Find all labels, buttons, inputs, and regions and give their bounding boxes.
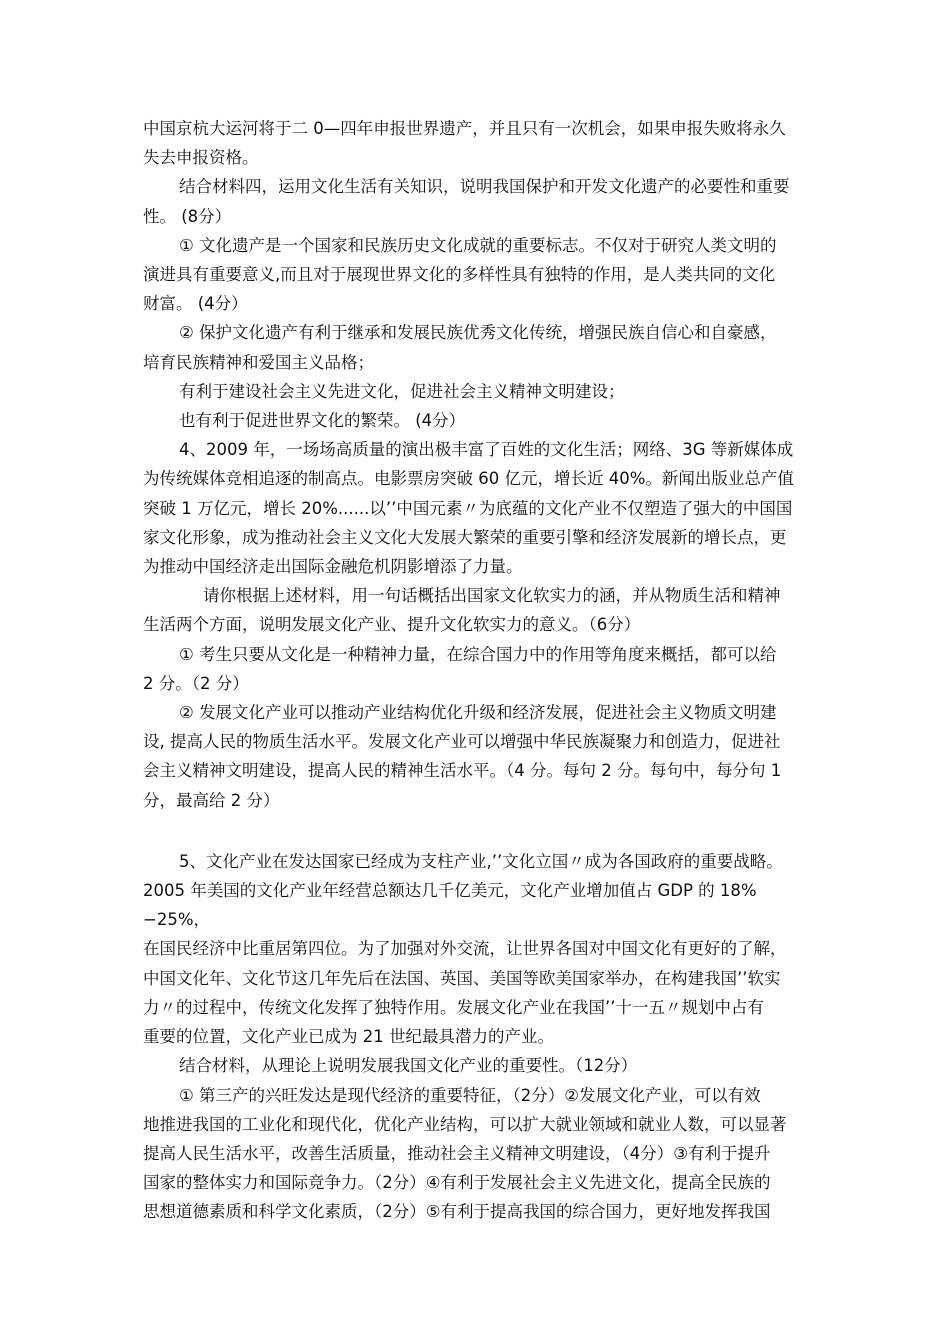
- text-line: 突破 1 万亿元，增长 20%......以’’中国元素〃为底蕴的文化产业不仅塑造了强大的中国国: [143, 498, 793, 518]
- text-line: 中国京杭大运河将于二 0—四年申报世界遗产，并且只有一次机会，如果申报失败将永久: [143, 119, 786, 138]
- text-line: 2 分。（2 分）: [143, 673, 249, 693]
- answer-heritage-3: [143, 377, 823, 406]
- text-line: 结合材料四，运用文化生活有关知识，说明我国保护和开发文化遗产的必要性和重要: [179, 177, 790, 197]
- text-line: 会主义精神文明建设，提高人民的精神生活水平。（4 分。每句 2 分。每句中，每分句 1: [143, 761, 782, 781]
- text-line: 失去申报资格。: [143, 148, 259, 168]
- text-line: 5、文化产业在发达国家已经成为支柱产业,’’文化立国〃成为各国政府的重要战略。: [179, 851, 783, 871]
- text-line: 分，最高给 2 分）: [143, 790, 280, 810]
- text-line: 演进具有重要意义,而且对于展现世界文化的多样性具有独特的作用，是人类共同的文化: [143, 265, 776, 285]
- text-line: ① 文化遗产是一个国家和民族历史文化成就的重要标志。不仅对于研究人类文明的: [179, 235, 777, 255]
- text-line: 也有利于促进世界文化的繁荣。 (4分）: [179, 411, 466, 431]
- text-line: 财富。 (4分）: [143, 294, 248, 314]
- text-line: 中国文化年、文化节这几年先后在法国、英国、美国等欧美国家举办，在构建我国’’软实: [143, 968, 781, 988]
- text-line: 培育民族精神和爱国主义品格；: [143, 352, 374, 372]
- question-soft-power: [143, 581, 823, 639]
- blank-line: [143, 815, 823, 847]
- answer-soft-power-2: [143, 698, 823, 815]
- text-line: 结合材料，从理论上说明发展我国文化产业的重要性。（12分）: [179, 1056, 638, 1076]
- text-line: ① 考生只要从文化是一种精神力量，在综合国力中的作用等角度来概括，都可以给: [179, 644, 777, 664]
- text-line: 在国民经济中比重居第四位。为了加强对外交流，让世界各国对中国文化有更好的了解，: [143, 939, 787, 959]
- text-line: ② 保护文化遗产有利于继承和发展民族优秀文化传统，增强民族自信心和自豪感，: [179, 323, 777, 343]
- text-line: 有利于建设社会主义先进文化，促进社会主义精神文明建设；: [179, 381, 625, 401]
- text-line: 提高人民生活水平，改善生活质量，推动社会主义精神文明建设，（4分）③有利于提升: [143, 1143, 771, 1163]
- text-line: 设, 提高人民的物质生活水平。发展文化产业可以增强中华民族凝聚力和创造力，促进社: [143, 732, 781, 752]
- text-line: 生活两个方面，说明发展文化产业、提升文化软实力的意义。（6分）: [143, 615, 641, 635]
- answer-soft-power-1: [143, 640, 823, 698]
- answer-heritage-2: [143, 318, 823, 376]
- text-line: 性。 (8分）: [143, 206, 232, 226]
- text-line: 力〃的过程中，传统文化发挥了独特作用。发展文化产业在我国’’十一五〃规划中占有: [143, 997, 764, 1017]
- text-line: 地推进我国的工业化和现代化，优化产业结构，可以扩大就业领域和就业人数，可以显著: [143, 1114, 787, 1134]
- text-line: 国家的整体实力和国际竞争力。（2分）④有利于发展社会主义先进文化，提高全民族的: [143, 1173, 771, 1193]
- text-line: ① 第三产的兴旺发达是现代经济的重要特征，（2分）②发展文化产业，可以有效: [179, 1085, 761, 1105]
- material-4: [143, 435, 823, 581]
- question-heritage: [143, 172, 823, 230]
- material-5: [143, 847, 823, 1051]
- text-line: 重要的位置，文化产业已成为 21 世纪最具潜力的产业。: [143, 1027, 554, 1047]
- text-line: 思想道德素质和科学文化素质，（2分）⑤有利于提高我国的综合国力，更好地发挥我国: [143, 1202, 771, 1222]
- question-culture-industry: [143, 1051, 823, 1080]
- text-line: 2005 年美国的文化产业年经营总额达几千亿美元，文化产业增加值占 GDP 的 18%−25%，: [143, 881, 757, 930]
- text-line: 为推动中国经济走出国际金融危机阴影增添了力量。: [143, 557, 523, 577]
- answer-heritage-4: [143, 406, 823, 435]
- text-line: 4、2009 年，一场场高质量的演出极丰富了百姓的文化生活；网络、3G 等新媒体成: [179, 440, 794, 460]
- answer-heritage-1: [143, 231, 823, 319]
- paragraph-grand-canal: [143, 114, 823, 172]
- text-line: 家文化形象，成为推动社会主义文化大发展大繁荣的重要引擎和经济发展新的增长点，更: [143, 527, 787, 547]
- text-line: 请你根据上述材料，用一句话概括出国家文化软实力的涵，并从物质生活和精神: [203, 586, 781, 606]
- document-body: [143, 114, 823, 1227]
- text-line: ② 发展文化产业可以推动产业结构优化升级和经济发展，促进社会主义物质文明建: [179, 703, 777, 723]
- text-line: 为传统媒体竞相追逐的制高点。电影票房突破 60 亿元，增长近 40%。新闻出版业总产值: [143, 469, 794, 489]
- answer-culture-industry: [143, 1081, 823, 1227]
